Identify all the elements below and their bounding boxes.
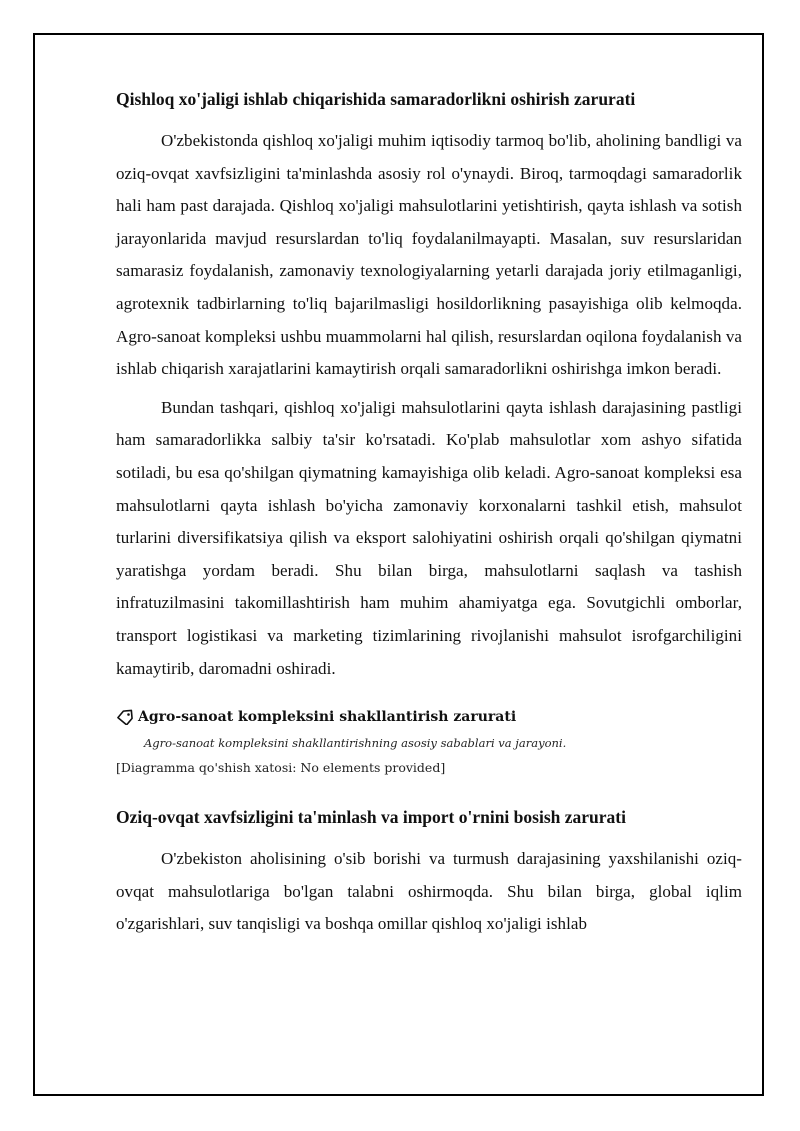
tag-icon	[116, 709, 134, 725]
body-paragraph: O'zbekiston aholisining o'sib borishi va turmush darajasining yaxshilanishi oziq-ovqat mahsulotlariga bo'lgan talabni oshirmoqda. Shu bilan birga, global iqlim o'zgarishlari, suv tanqisligi va boshqa omillar qishloq xo'jaligi ishlab	[116, 849, 742, 934]
body-paragraph: O'zbekistonda qishloq xo'jaligi muhim iqtisodiy tarmoq bo'lib, aholining bandligi va oziq-ovqat xavfsizligini ta'minlashda asosiy rol o'ynaydi. Biroq, tarmoqdagi samaradorlik hali ham past darajada. Qishloq xo'jaligi mahsulotlarini yetishtirish, qayta ishlash va sotish jarayonlarida mavjud resurslardan to'liq foydalanilmayapti. Masalan, suv resurslaridan samarasiz foydalanish, zamonaviy texnologiyalarning yetarli darajada joriy etilmaganligi, agrotexnik tadbirlarning to'liq bajarilmasligi hosildorlikning pasayishiga olib kelmoqda. Agro-sanoat kompleksi ushbu muammolarni hal qilish, resurslardan oqilona foydalanish va ishlab chiqarish xarajatlarini kamaytirish orqali samaradorlikni oshirishga imkon beradi.	[116, 131, 742, 379]
section-heading: Qishloq xo'jaligi ishlab chiqarishida samaradorlikni oshirish zarurati	[116, 89, 636, 109]
diagram-error-message: [Diagramma qo'shish xatosi: No elements provided]	[116, 760, 446, 776]
document-body	[116, 84, 742, 947]
diagram-title-text: Agro-sanoat kompleksini shakllantirish zarurati	[138, 709, 517, 726]
section-heading: Oziq-ovqat xavfsizligini ta'minlash va import o'rnini bosish zarurati	[116, 807, 626, 828]
diagram-title	[116, 706, 742, 728]
body-paragraph: Bundan tashqari, qishloq xo'jaligi mahsulotlarini qayta ishlash darajasining pastligi ham samaradorlikka salbiy ta'sir ko'rsatadi. Ko'plab mahsulotlar xom ashyo sifatida sotiladi, bu esa qo'shilgan qiymatning kamayishiga olib keladi. Agro-sanoat kompleksi esa mahsulotlarni qayta ishlash bo'yicha zamonaviy korxonalarni tashkil etish, mahsulot turlarini diversifikatsiya qilish va eksport salohiyatini oshirish orqali qo'shilgan qiymatni yaratishga yordam beradi. Shu bilan birga, mahsulotlarni saqlash va tashish infratuzilmasini takomillashtirish ham muhim ahamiyatga ega. Sovutgichli omborlar, transport logistikasi va marketing tizimlarining rivojlanishi mahsulot isrofgarchiligini kamaytirib, daromadni oshiradi.	[116, 397, 742, 678]
diagram-caption: Agro-sanoat kompleksini shakllantirishning asosiy sabablari va jarayoni.	[144, 736, 567, 751]
